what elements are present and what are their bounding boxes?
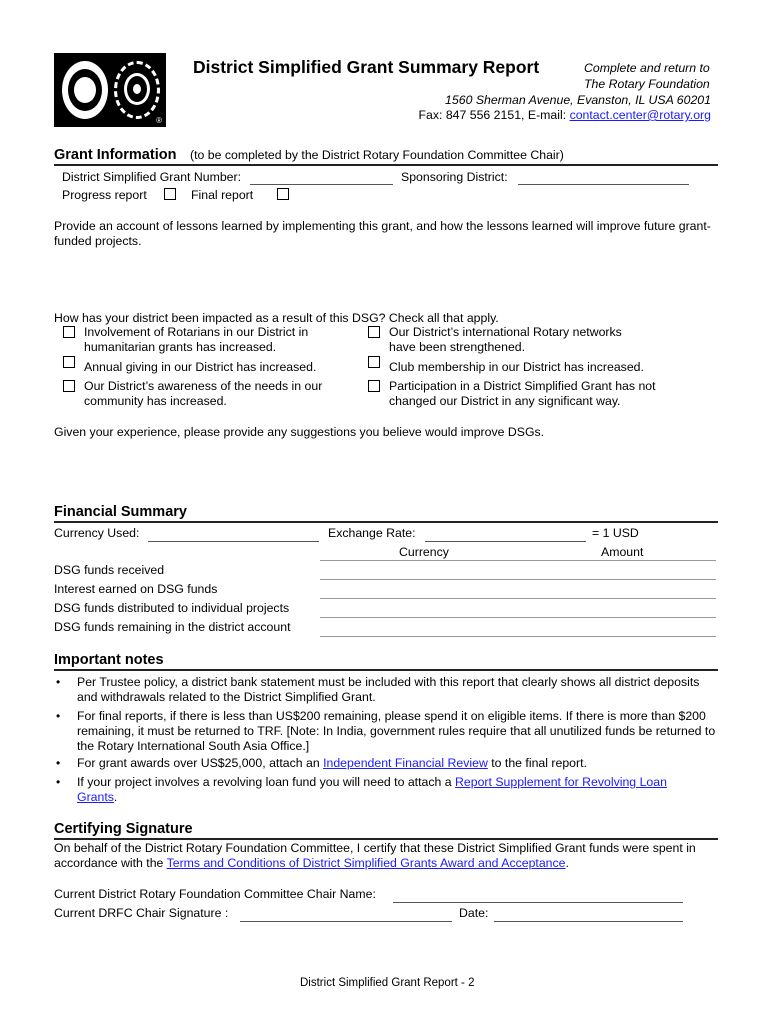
date-field[interactable]: [494, 921, 683, 922]
report-title: District Simplified Grant Summary Report: [193, 57, 540, 77]
email-link[interactable]: contact.center@rotary.org: [569, 108, 711, 122]
impact-checkbox-4[interactable]: [368, 356, 380, 368]
financial-row-label-3: DSG funds distributed to individual projects: [54, 601, 290, 615]
note-4: [77, 775, 705, 805]
return-instruction: Complete and return to: [584, 61, 710, 75]
bullet-4: •: [56, 775, 61, 789]
impact-option-5: Our District’s awareness of the needs in our community has increased.: [84, 379, 323, 408]
grant-info-rule: [54, 164, 718, 166]
bullet-3: •: [56, 756, 61, 770]
bullet-2: •: [56, 709, 61, 723]
financial-row-label-4: DSG funds remaining in the district account: [54, 620, 291, 634]
impact-checkbox-2[interactable]: [368, 326, 380, 338]
impact-checkbox-6[interactable]: [368, 380, 380, 392]
note-2: For final reports, if there is less than US$200 remaining, please spend it on eligible items. If there is more than $200 remaining, it must be returned to TRF. [Note: In India, government rules require that all unutilized funds be returned to the Rotary International South Asia Office.]: [77, 709, 716, 753]
sponsoring-district-label: Sponsoring District:: [401, 170, 508, 184]
financial-rule: [54, 521, 718, 523]
chair-name-field[interactable]: [393, 902, 683, 903]
currency-used-label: Currency Used:: [54, 526, 140, 540]
impact-prompt: How has your district been impacted as a result of this DSG? Check all that apply.: [54, 311, 499, 325]
lessons-learned-prompt: Provide an account of lessons learned by implementing this grant, and how the lessons learned will improve future grant-funded projects.: [54, 219, 711, 248]
impact-option-2: Our District’s international Rotary networks have been strengthened.: [389, 325, 622, 354]
amount-column-label: Amount: [601, 545, 644, 559]
impact-option-6: Participation in a District Simplified Grant has not changed our District in any significant way.: [389, 379, 656, 408]
final-report-checkbox[interactable]: [277, 188, 289, 200]
financial-summary-heading: Financial Summary: [54, 504, 187, 520]
grant-number-label: District Simplified Grant Number:: [62, 170, 242, 184]
certification-text: On behalf of the District Rotary Foundation Committee, I certify that these District Simplified Grant funds were spent in accordance with the: [54, 841, 696, 870]
financial-table-line-0: [320, 560, 716, 561]
financial-row-field-4[interactable]: [320, 636, 716, 637]
financial-row-field-1[interactable]: [320, 579, 716, 580]
sponsoring-district-field[interactable]: [518, 184, 689, 185]
chair-name-label: Current District Rotary Foundation Committee Chair Name:: [54, 887, 376, 901]
note-4-tail: .: [113, 790, 118, 804]
financial-row-field-2[interactable]: [320, 598, 716, 599]
revolving-loan-supplement-link[interactable]: Report Supplement for Revolving Loan Grants: [77, 775, 667, 804]
certification-statement: [54, 841, 718, 871]
progress-report-label: Progress report: [62, 188, 147, 202]
financial-row-field-3[interactable]: [320, 617, 716, 618]
currency-column-label: Currency: [399, 545, 449, 559]
date-label: Date:: [459, 906, 489, 920]
exchange-rate-field[interactable]: [425, 541, 586, 542]
note-4-text: If your project involves a revolving loan fund you will need to attach a: [77, 775, 456, 789]
chair-signature-label: Current DRFC Chair Signature :: [54, 906, 229, 920]
impact-checkbox-3[interactable]: [63, 356, 75, 368]
impact-option-4: Club membership in our District has increased.: [389, 360, 644, 374]
certification-tail: .: [565, 856, 569, 870]
grant-information-heading: Grant Information: [54, 147, 177, 163]
registered-mark: ®: [156, 116, 162, 125]
impact-option-1: Involvement of Rotarians in our District in humanitarian grants has increased.: [84, 325, 309, 354]
financial-row-label-2: Interest earned on DSG funds: [54, 582, 218, 596]
progress-report-checkbox[interactable]: [164, 188, 176, 200]
note-3-tail: to the final report.: [487, 756, 587, 770]
currency-used-field[interactable]: [148, 541, 319, 542]
impact-option-3: Annual giving in our District has increased.: [84, 360, 317, 374]
page-footer: District Simplified Grant Report - 2: [300, 977, 475, 989]
impact-checkbox-1[interactable]: [63, 326, 75, 338]
notes-rule: [54, 669, 718, 671]
org-name: The Rotary Foundation: [584, 77, 710, 91]
note-3-text: For grant awards over US$25,000, attach an: [77, 756, 324, 770]
financial-row-label-1: DSG funds received: [54, 563, 165, 577]
grant-number-field[interactable]: [250, 184, 393, 185]
terms-and-conditions-link[interactable]: Terms and Conditions of District Simplified Grants Award and Acceptance: [166, 856, 566, 870]
suggestions-prompt: Given your experience, please provide any suggestions you believe would improve DSGs.: [54, 425, 545, 439]
final-report-label: Final report: [191, 188, 254, 202]
bullet-1: •: [56, 675, 61, 689]
chair-signature-field[interactable]: [240, 921, 452, 922]
fax-email: [418, 108, 711, 122]
exchange-rate-label: Exchange Rate:: [328, 526, 416, 540]
certify-rule: [54, 838, 718, 840]
fax-text: Fax: 847 556 2151, E-mail:: [418, 108, 570, 122]
note-3: [77, 756, 717, 771]
certifying-signature-heading: Certifying Signature: [54, 821, 193, 837]
impact-checkbox-5[interactable]: [63, 380, 75, 392]
rotary-logo: [54, 53, 166, 127]
usd-label: = 1 USD: [592, 526, 639, 540]
org-address: 1560 Sherman Avenue, Evanston, IL USA 60201: [445, 93, 711, 107]
independent-financial-review-link[interactable]: Independent Financial Review: [323, 756, 488, 770]
important-notes-heading: Important notes: [54, 652, 164, 668]
note-1: Per Trustee policy, a district bank statement must be included with this report that clearly shows all district deposits and withdrawals related to the District Simplified Grant.: [77, 675, 700, 704]
grant-information-subheading: (to be completed by the District Rotary Foundation Committee Chair): [190, 148, 564, 162]
